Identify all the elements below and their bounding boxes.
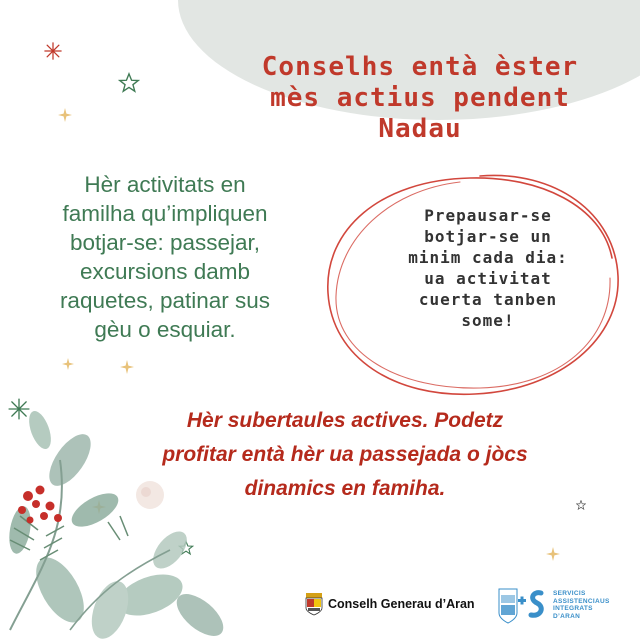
activities-line: gèu o esquiar. [94,317,236,342]
leaves-icon [0,400,260,640]
daily-line: some! [461,311,515,330]
daily-line: ua activitat [424,269,552,288]
sia-name [553,590,610,620]
title-line: Conselhs entà èster [261,52,579,82]
snacks-line: Hèr subertaules actives. Podetz [186,409,504,432]
sparkle-icon [62,358,74,370]
sia-logo [497,585,610,625]
daily-line: minim cada dia: [408,248,568,267]
sparkle-icon [58,108,72,122]
snacks-line: profitar entà hèr ua passejada o jòcs [162,443,528,466]
star-outline-icon [576,500,586,510]
sia-name-line: D’ARAN [553,612,581,620]
activities-line: excursions damb [79,259,251,284]
sia-name-line: SERVICIS [553,590,586,597]
activities-line: botjar-se: passejar, [69,230,261,255]
activities-line: Hèr activitats en [84,172,246,197]
star-outline-icon [118,72,140,94]
activities-text [30,170,300,344]
sparkle-icon [546,547,560,561]
poster-title [230,52,610,145]
activities-line: familha qu’impliquen [62,201,268,226]
conselh-generau-logo [305,590,475,618]
crest-icon [305,592,323,616]
conselh-generau-name: Conselh Generau d’Aran [328,597,475,611]
daily-line: botjar-se un [424,227,552,246]
sia-name-line: ASSISTENCIAUS [553,597,610,605]
daily-line: cuerta tanben [418,290,558,309]
title-line: Nadau [378,114,462,144]
daily-movement-text [368,205,608,331]
sia-emblem-icon [497,585,549,625]
daily-line: Prepausar-se [424,206,552,225]
snowflake-icon [44,42,62,60]
title-line: mès actius pendent [270,83,570,113]
activities-line: raquetes, patinar sus [59,288,271,313]
sia-name-line: INTEGRATS [553,605,593,612]
snacks-line: dinamics en famiha. [244,477,446,500]
sparkle-icon [120,360,134,374]
